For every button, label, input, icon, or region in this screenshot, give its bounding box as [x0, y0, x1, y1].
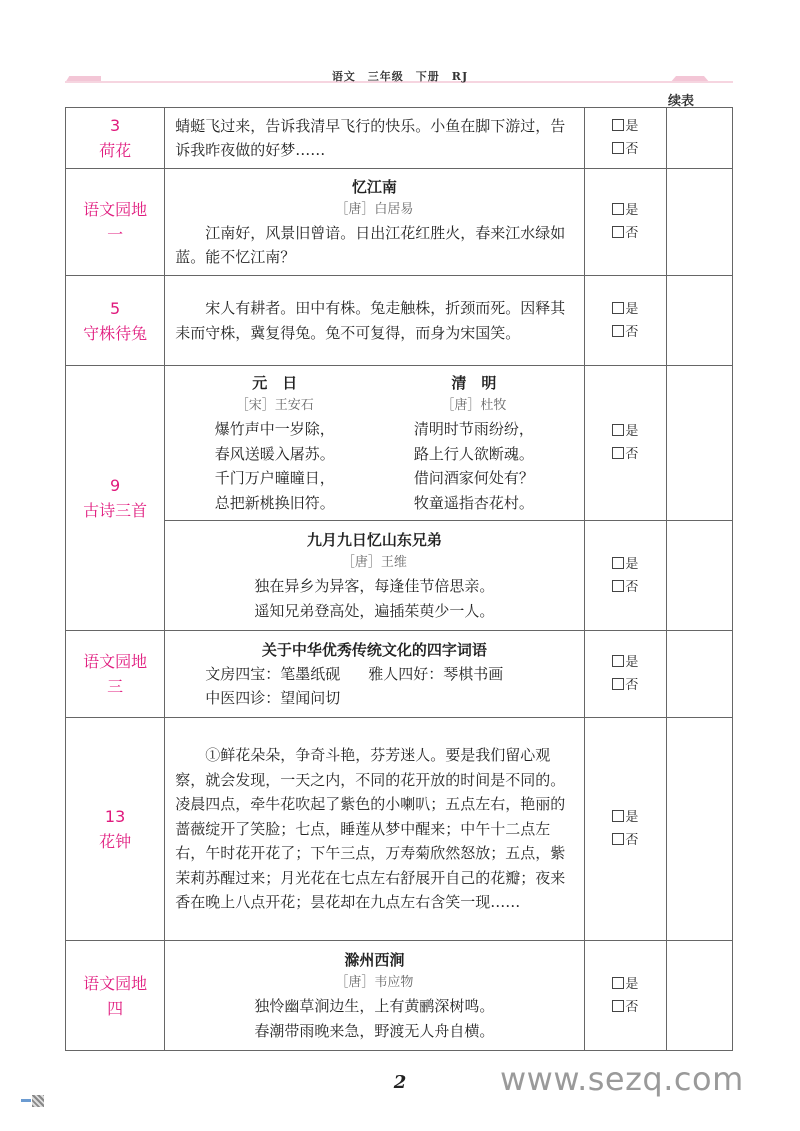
content-cell [165, 631, 584, 718]
lesson-number: 13 [104, 807, 126, 826]
option-no[interactable]: 否 [585, 576, 667, 599]
poem-title: 清 明 [451, 374, 497, 392]
option-yes[interactable]: 是 [585, 651, 667, 674]
passage-text: ①鲜花朵朵，争奇斗艳，芬芳迷人。要是我们留心观察，就会发现，一天之内，不同的花开放的时间是不同的。凌晨四点，牵牛花吹起了紫色的小喇叭；五点左右，艳丽的蔷薇绽开了笑脸；七点，睡莲从梦中醒来；中午十二点左右，午时花开花了；下午三点，万寿菊欣然怒放；五点，紫茉莉苏醒过来；月光花在七点左右舒展开自己的花瓣；夜来香在晚上八点开花；昙花却在九点左右含笑一现…… [175, 746, 566, 912]
content-cell [165, 366, 584, 521]
option-yes[interactable]: 是 [585, 973, 667, 996]
page-number: 2 [393, 1072, 407, 1093]
blank-cell [667, 521, 733, 631]
poem-line: 独在异乡为异客，每逢佳节倍思亲。 [254, 577, 495, 595]
blank-cell [667, 108, 733, 169]
idiom-item: 中医四诊：望闻问切 [205, 689, 341, 707]
table-row [66, 941, 733, 1051]
page-header-title: 语文 三年级 下册 RJ [331, 70, 469, 83]
table-row [66, 366, 733, 521]
checkbox-icon[interactable] [612, 557, 624, 569]
option-yes[interactable]: 是 [585, 553, 667, 576]
poem-line: 千门万户曈曈日， [214, 469, 335, 487]
poem-line: 春潮带雨晚来急，野渡无人舟自横。 [254, 1021, 495, 1040]
option-yes[interactable]: 是 [585, 115, 667, 138]
option-no[interactable]: 否 [585, 321, 667, 344]
recitation-table [65, 107, 733, 1051]
qr-code-icon [32, 1095, 44, 1107]
passage-text: 宋人有耕者。田中有株。兔走触株，折颈而死。因释其耒而守株，冀复得兔。兔不可复得，而身为宋国笑。 [175, 299, 566, 342]
option-no[interactable]: 否 [585, 222, 667, 245]
lesson-name: 守株待兔 [83, 323, 148, 343]
lesson-name: 四 [107, 998, 124, 1018]
poem-text: 江南好，风景旧曾谙。日出江花红胜火，春来江水绿如蓝。能不忆江南？ [175, 223, 566, 266]
table-row [66, 276, 733, 366]
checkbox-icon[interactable] [612, 580, 624, 592]
lesson-name: 荷花 [99, 141, 132, 160]
poem-line: 遥知兄弟登高处，遍插茱萸少一人。 [254, 601, 495, 620]
check-cell [584, 169, 667, 276]
lesson-name: 三 [107, 677, 124, 696]
checkbox-icon[interactable] [612, 833, 624, 845]
check-cell [584, 521, 667, 631]
check-cell [584, 631, 667, 718]
content-cell [165, 718, 584, 941]
idiom-item: 文房四宝：笔墨纸砚 [205, 664, 341, 683]
checkbox-icon[interactable] [612, 226, 624, 238]
poem-line: 牧童遥指杏花村。 [413, 493, 534, 512]
checkbox-icon[interactable] [612, 810, 624, 822]
lesson-number: 语文园地 [83, 652, 148, 671]
check-cell [584, 276, 667, 366]
table-row [66, 108, 733, 169]
lesson-cell [66, 631, 165, 718]
option-yes[interactable]: 是 [585, 420, 667, 443]
lesson-cell [66, 366, 165, 631]
lesson-name: 花钟 [99, 832, 132, 851]
option-yes[interactable]: 是 [585, 199, 667, 222]
option-no[interactable]: 否 [585, 829, 667, 852]
poem-line: 春风送暖入屠苏。 [214, 444, 335, 463]
poem-title: 九月九日忆山东兄弟 [306, 531, 442, 549]
content-cell [165, 941, 584, 1051]
poem-author: ［宋］王安石 [235, 398, 314, 413]
poem-line: 路上行人欲断魂。 [413, 444, 534, 463]
lesson-cell [66, 108, 165, 169]
passage-text: 蜻蜓飞过来，告诉我清早飞行的快乐。小鱼在脚下游过，告诉我昨夜做的好梦…… [175, 116, 566, 159]
lesson-cell [66, 169, 165, 276]
lesson-name: 一 [107, 225, 124, 244]
checkbox-icon[interactable] [612, 655, 624, 667]
poem-line: 借问酒家何处有？ [413, 469, 534, 487]
poem-title: 元 日 [252, 374, 298, 392]
option-no[interactable]: 否 [585, 674, 667, 697]
poem-line: 总把新桃换旧符。 [214, 493, 335, 512]
poem-author: ［唐］韦应物 [335, 975, 414, 990]
poem-line: 清明时节雨纷纷， [413, 420, 534, 438]
checkbox-icon[interactable] [612, 424, 624, 436]
poem-title: 滁州西涧 [344, 951, 405, 969]
table-row [66, 718, 733, 941]
lesson-number: 语文园地 [83, 973, 148, 993]
qr-label [21, 1099, 31, 1102]
content-cell [165, 108, 584, 169]
checkbox-icon[interactable] [612, 447, 624, 459]
content-cell [165, 521, 584, 631]
poem-line: 爆竹声中一岁除， [214, 420, 335, 438]
lesson-number: 语文园地 [83, 200, 148, 219]
check-cell [584, 718, 667, 941]
check-cell [584, 108, 667, 169]
poem-yuanri [179, 371, 370, 515]
checkbox-icon[interactable] [612, 325, 624, 337]
idiom-item: 雅人四好：琴棋书画 [368, 664, 504, 683]
poem-line: 独怜幽草涧边生，上有黄鹂深树鸣。 [254, 997, 495, 1015]
check-cell [584, 941, 667, 1051]
check-cell [584, 366, 667, 521]
checkbox-icon[interactable] [612, 302, 624, 314]
blank-cell [667, 169, 733, 276]
poem-author: ［唐］王维 [341, 555, 407, 570]
watermark: www.sezq.com [500, 1060, 744, 1098]
lesson-cell [66, 941, 165, 1051]
table-row [66, 631, 733, 718]
lesson-number: 9 [110, 476, 121, 495]
checkbox-icon[interactable] [612, 977, 624, 989]
lesson-number: 3 [110, 116, 121, 135]
poem-title: 忆江南 [351, 177, 397, 196]
option-no[interactable]: 否 [585, 138, 667, 161]
table-row [66, 169, 733, 276]
blank-cell [667, 718, 733, 941]
checkbox-icon[interactable] [612, 142, 624, 154]
poem-author: ［唐］白居易 [335, 201, 414, 217]
checkbox-icon[interactable] [612, 203, 624, 215]
blank-cell [667, 941, 733, 1051]
blank-cell [667, 631, 733, 718]
lesson-cell [66, 718, 165, 941]
blank-cell [667, 276, 733, 366]
checkbox-icon[interactable] [612, 119, 624, 131]
lesson-name: 古诗三首 [83, 501, 148, 520]
lesson-number: 5 [110, 298, 121, 318]
lesson-cell [66, 276, 165, 366]
option-yes[interactable]: 是 [585, 298, 667, 321]
poem-qingming [378, 371, 569, 515]
poem-author: ［唐］杜牧 [441, 398, 507, 413]
content-cell [165, 169, 584, 276]
option-yes[interactable]: 是 [585, 806, 667, 829]
option-no[interactable]: 否 [585, 443, 667, 466]
option-no[interactable]: 否 [585, 996, 667, 1019]
blank-cell [667, 366, 733, 521]
checkbox-icon[interactable] [612, 1000, 624, 1012]
table-row [66, 521, 733, 631]
section-title: 关于中华优秀传统文化的四字词语 [261, 640, 487, 659]
continued-label: 续表 [668, 94, 695, 109]
content-cell [165, 276, 584, 366]
checkbox-icon[interactable] [612, 678, 624, 690]
